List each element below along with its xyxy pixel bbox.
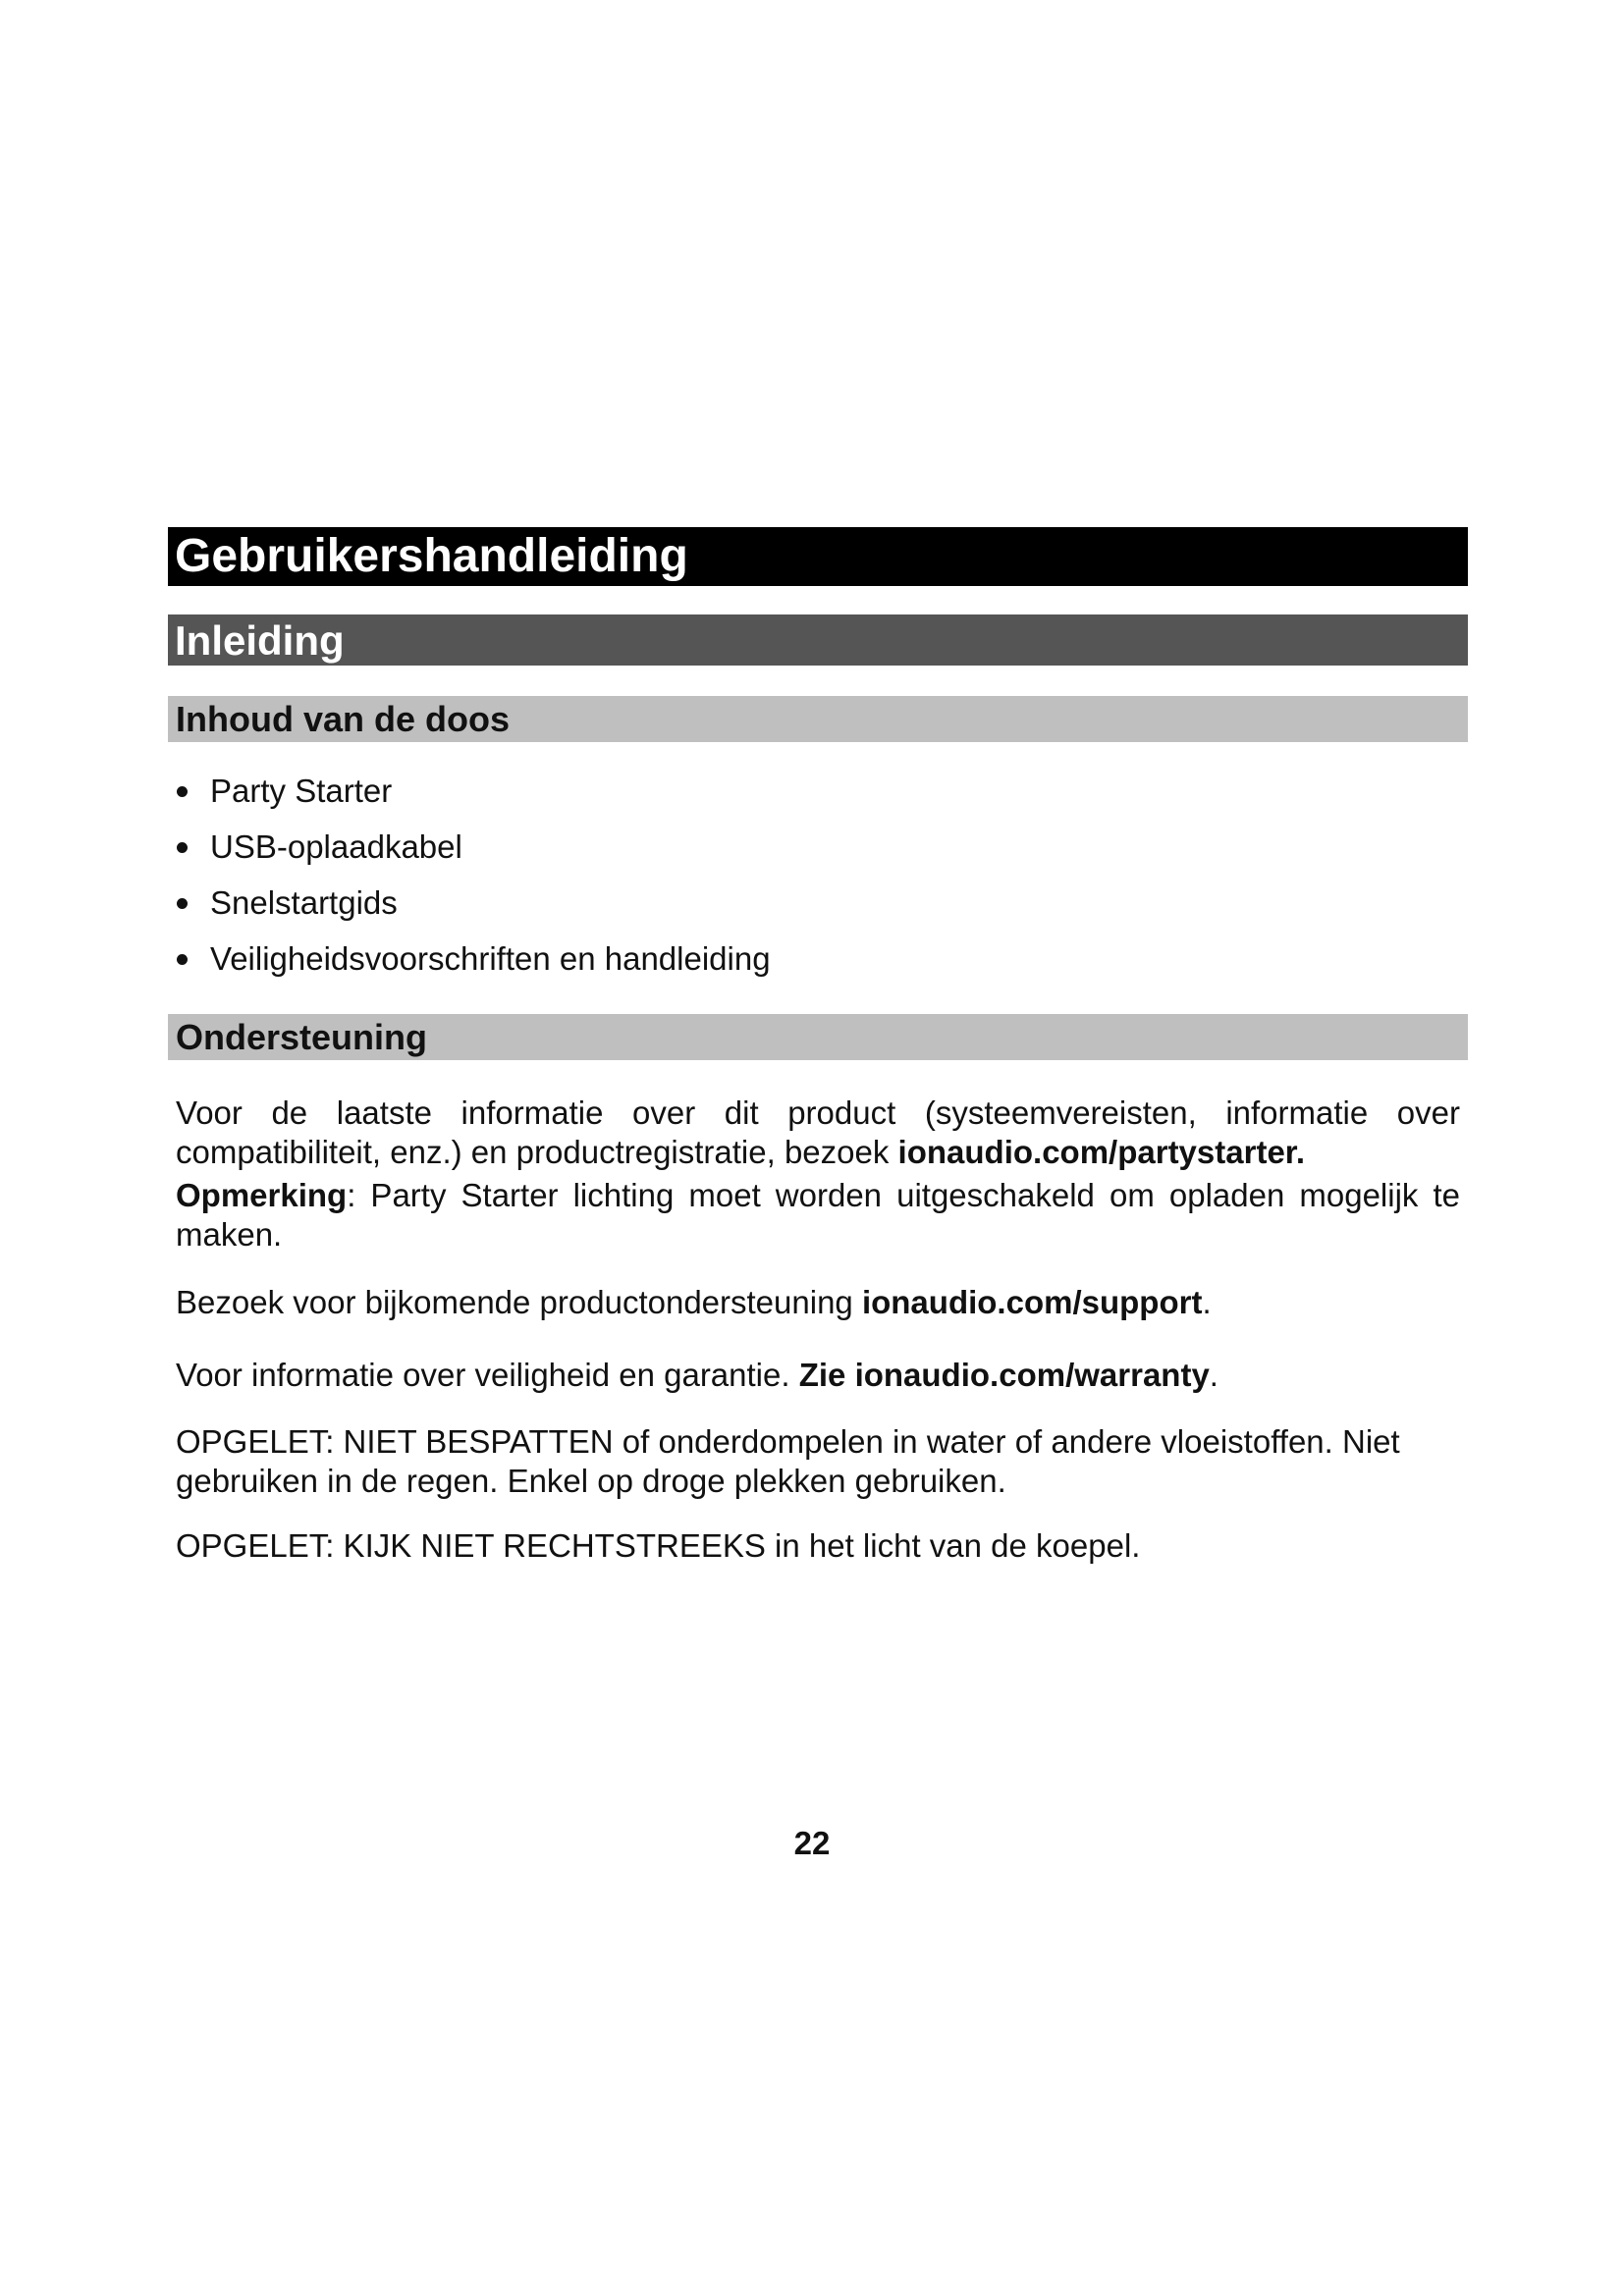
- product-info-paragraph: [168, 1094, 1468, 1172]
- list-item-text: Snelstartgids: [210, 884, 398, 921]
- note-paragraph: [168, 1176, 1468, 1255]
- list-item: [168, 884, 1468, 922]
- support-text: Bezoek voor bijkomende productondersteuning: [176, 1284, 853, 1320]
- bullet-icon: [177, 786, 188, 797]
- note-text: : Party Starter lichting moet worden uitgeschakeld om opladen mogelijk te maken.: [176, 1177, 1460, 1253]
- box-contents-heading: Inhoud van de doos: [168, 696, 1468, 742]
- chapter-heading: Inleiding: [168, 614, 1468, 666]
- list-item: [168, 828, 1468, 866]
- bullet-icon: [177, 842, 188, 853]
- product-info-link[interactable]: ionaudio.com/partystarter: [897, 1134, 1296, 1170]
- warranty-link[interactable]: Zie ionaudio.com/warranty: [798, 1357, 1210, 1393]
- support-end: .: [1202, 1284, 1212, 1320]
- light-warning: OPGELET: KIJK NIET RECHTSTREEKS in het licht van de koepel.: [176, 1527, 1141, 1564]
- note-label: Opmerking: [176, 1177, 348, 1213]
- warranty-paragraph: [168, 1356, 1468, 1395]
- list-item-text: Veiligheidsvoorschriften en handleiding: [210, 940, 771, 977]
- support-heading: Ondersteuning: [168, 1014, 1468, 1060]
- page-number: 22: [793, 1825, 831, 1861]
- support-paragraph: [168, 1283, 1468, 1322]
- product-info-end: .: [1295, 1134, 1305, 1170]
- warranty-end: .: [1209, 1357, 1218, 1393]
- list-item: [168, 940, 1468, 978]
- bullet-icon: [177, 954, 188, 965]
- page-content: [168, 527, 1468, 1566]
- list-item: [168, 773, 1468, 810]
- product-info-text: Voor de laatste informatie over dit product (systeemvereisten, informatie over compatibiliteit, enz.) en productregistratie, bezoek: [176, 1095, 1460, 1170]
- water-warning: OPGELET: NIET BESPATTEN of onderdompelen in water of andere vloeistoffen. Niet gebruiken in de regen. Enkel op droge plekken gebruiken.: [176, 1423, 1400, 1499]
- list-item-text: USB-oplaadkabel: [210, 828, 462, 865]
- page-title: Gebruikershandleiding: [168, 527, 1468, 586]
- list-item-text: Party Starter: [210, 773, 393, 809]
- support-link[interactable]: ionaudio.com/support: [861, 1284, 1203, 1320]
- bullet-icon: [177, 898, 188, 909]
- warranty-text: Voor informatie over veiligheid en garantie.: [176, 1357, 790, 1393]
- box-contents-list: [168, 773, 1468, 978]
